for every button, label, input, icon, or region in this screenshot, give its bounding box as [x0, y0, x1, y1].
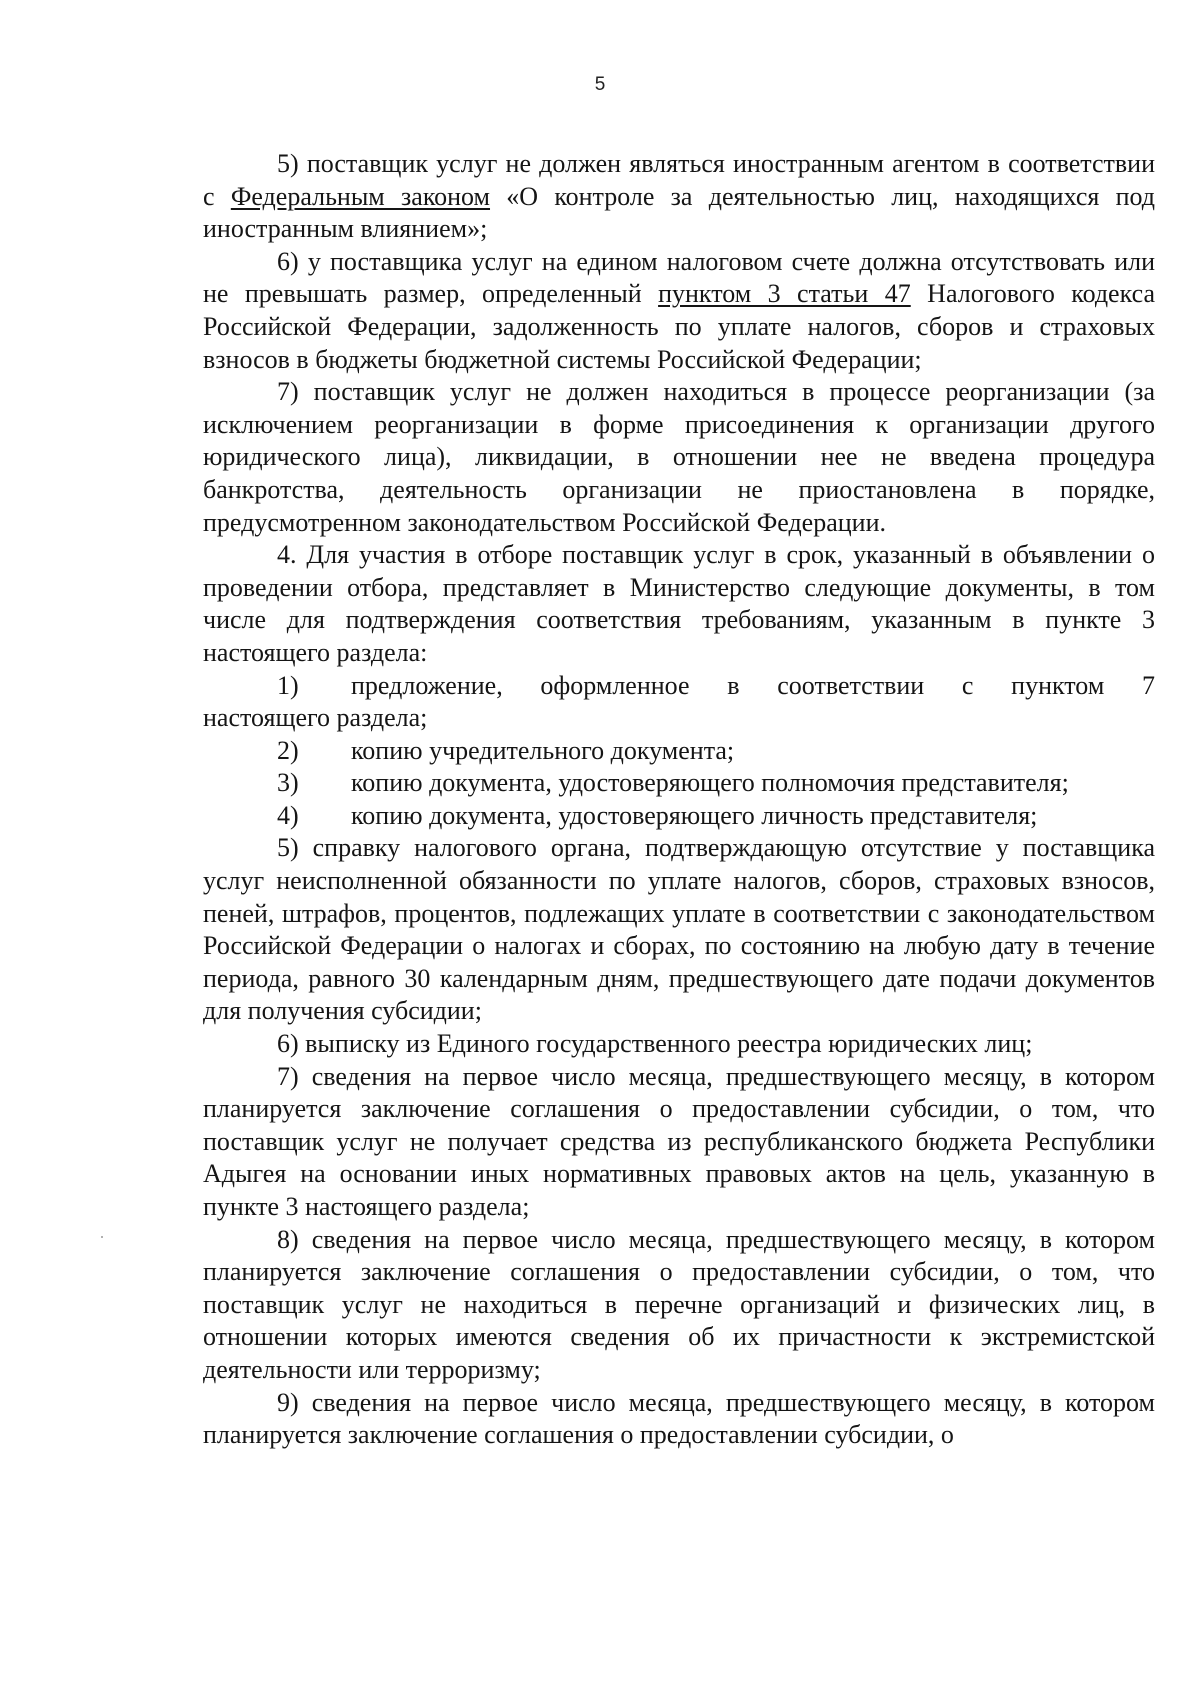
list-item-text: копию документа, удостоверяющего полномочия представителя; [351, 768, 1069, 798]
list-item-number: 1) [277, 670, 299, 700]
document-list-item-9: 9) сведения на первое число месяца, предшествующего месяцу, в котором планируется заключение соглашения о предоставлении субсидии, о [203, 1387, 1155, 1450]
list-item-continuation: настоящего раздела; [203, 703, 428, 733]
document-list-item-1 [203, 670, 1155, 703]
list-item-text: копию учредительного документа; [351, 735, 735, 765]
list-item-number: 3) [277, 768, 299, 798]
paragraph-text: 6) у поставщика услуг на едином налоговом счете должна отсутствовать или не превышать размер, определенный [203, 246, 1155, 309]
document-list-item-4 [203, 800, 1155, 833]
document-list-item-3 [203, 767, 1155, 800]
document-list-item-2 [203, 735, 1155, 768]
federal-law-link[interactable]: Федеральным законом [230, 181, 491, 211]
document-list-item-7: 7) сведения на первое число месяца, предшествующего месяцу, в котором планируется заключение соглашения о предоставлении субсидии, о том, что поставщик услуг не получает средства из республиканского бюджета Республики Адыгея на основании иных нормативных правовых актов на цель, указанную в пункте 3 настоящего раздела; [203, 1061, 1155, 1221]
paragraph-text: 5) поставщик услуг не должен являться иностранным агентом в соответствии с [203, 149, 1155, 211]
document-list-item-6: 6) выписку из Единого государственного реестра юридических лиц; [277, 1029, 1033, 1059]
paragraph-item-6 [203, 246, 1155, 376]
document-list-item-5: 5) справку налогового органа, подтверждающую отсутствие у поставщика услуг неисполненной обязанности по уплате налогов, сборов, страховых взносов, пеней, штрафов, процентов, подлежащих уплате в соответствии с законодательством Российской Федерации о налогах и сборах, по состоянию на любую дату в течение периода, равного 30 календарным дням, предшествующего дате подачи документов для получения субсидии; [203, 833, 1155, 1026]
list-item-number: 4) [277, 800, 299, 830]
tax-code-article-link[interactable]: пунктом 3 статьи 47 [658, 279, 911, 309]
page-number: 5 [594, 74, 606, 95]
list-item-text: копию документа, удостоверяющего личность представителя; [351, 800, 1038, 830]
paragraph-item-7: 7) поставщик услуг не должен находиться в процессе реорганизации (за исключением реорганизации в форме присоединения к организации другого юридического лица), ликвидации, в отношении нее не введена процедура банкротства, деятельность организации не приостановлена в порядке, предусмотренном законодательством Российской Федерации. [203, 377, 1155, 537]
paragraph-text: Налогового кодекса Российской Федерации, задолженность по уплате налогов, сборов и страховых взносов в бюджеты бюджетной системы Российской Федерации; [203, 279, 1155, 374]
scan-artifact-dot [101, 1236, 103, 1238]
document-body [203, 148, 1155, 1452]
list-item-number: 2) [277, 735, 299, 765]
paragraph-text: «О контроле за деятельностью лиц, находящихся под иностранным влиянием»; [203, 181, 1156, 244]
document-list-item-8: 8) сведения на первое число месяца, предшествующего месяцу, в котором планируется заключение соглашения о предоставлении субсидии, о том, что поставщик услуг не находиться в перечне организаций и физических лиц, в отношении которых имеются сведения об их причастности к экстремистской деятельности или терроризму; [203, 1224, 1155, 1384]
section-4-paragraph: 4. Для участия в отборе поставщик услуг в срок, указанный в объявлении о проведении отбора, представляет в Министерство следующие документы, в том числе для подтверждения соответствия требованиям, указанным в пункте 3 настоящего раздела: [203, 540, 1155, 667]
paragraph-item-5 [203, 148, 1155, 246]
list-item-text: предложение, оформленное в соответствии с пунктом 7 [351, 670, 1155, 700]
